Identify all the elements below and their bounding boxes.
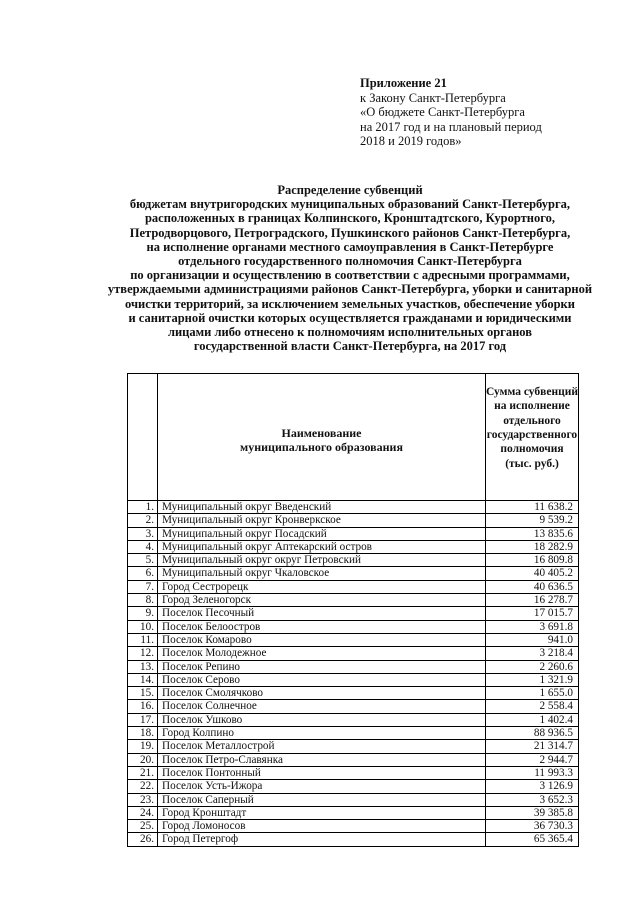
appendix-block (360, 76, 542, 149)
row-number: 12. (128, 647, 158, 660)
header-name-line: муниципального образования (240, 440, 403, 454)
subsidy-amount: 17 015.7 (486, 607, 579, 620)
subsidy-amount: 3 691.8 (486, 620, 579, 633)
table-row (128, 780, 579, 793)
municipality-name: Поселок Репино (158, 660, 486, 673)
row-number: 9. (128, 607, 158, 620)
subsidy-amount: 16 809.8 (486, 554, 579, 567)
municipality-name: Город Зеленогорск (158, 594, 486, 607)
table-row (128, 766, 579, 779)
subsidy-amount: 13 835.6 (486, 527, 579, 540)
subsidy-amount: 2 944.7 (486, 753, 579, 766)
subsidy-amount: 1 402.4 (486, 713, 579, 726)
table-row (128, 687, 579, 700)
header-amount-line: полномочия (500, 443, 564, 456)
table-row (128, 700, 579, 713)
municipality-name: Город Колпино (158, 727, 486, 740)
table-row (128, 740, 579, 753)
header-amount-line: государственного (486, 429, 578, 441)
table-row (128, 633, 579, 646)
row-number: 20. (128, 753, 158, 766)
header-amount-line: Сумма субвенций (486, 385, 578, 398)
row-number: 19. (128, 740, 158, 753)
table-row (128, 793, 579, 806)
row-number: 4. (128, 540, 158, 553)
municipality-name: Поселок Молодежное (158, 647, 486, 660)
appendix-line: на 2017 год и на плановый период (360, 119, 542, 134)
appendix-line: «О бюджете Санкт-Петербурга (360, 105, 525, 120)
municipality-name: Муниципальный округ Аптекарский остров (158, 540, 486, 553)
heading-line: по организации и осуществлению в соответствии с адресными программами, (130, 268, 570, 283)
municipality-name: Муниципальный округ Посадский (158, 527, 486, 540)
subsidy-amount: 36 730.3 (486, 820, 579, 833)
row-number: 18. (128, 727, 158, 740)
municipality-name: Город Сестрорецк (158, 580, 486, 593)
header-number-cell (128, 374, 158, 501)
municipality-name: Поселок Саперный (158, 793, 486, 806)
municipality-name: Поселок Комарово (158, 633, 486, 646)
table-row (128, 527, 579, 540)
header-amount-line: (тыс. руб.) (505, 457, 559, 470)
table-row (128, 647, 579, 660)
row-number: 8. (128, 594, 158, 607)
municipality-name: Город Петергоф (158, 833, 486, 846)
row-number: 2. (128, 514, 158, 527)
table-row (128, 580, 579, 593)
subsidy-amount: 21 314.7 (486, 740, 579, 753)
row-number: 24. (128, 806, 158, 819)
row-number: 7. (128, 580, 158, 593)
row-number: 26. (128, 833, 158, 846)
heading-line: на исполнение органами местного самоуправления в Санкт-Петербурге (146, 239, 554, 254)
subsidy-amount: 2 260.6 (486, 660, 579, 673)
table-row (128, 501, 579, 514)
heading-line: бюджетам внутригородских муниципальных образований Санкт-Петербурга, (129, 197, 571, 212)
municipality-name: Поселок Песочный (158, 607, 486, 620)
subsidy-amount: 39 385.8 (486, 806, 579, 819)
municipality-name: Поселок Белоостров (158, 620, 486, 633)
table-row (128, 514, 579, 527)
subsidy-table (127, 373, 579, 847)
header-amount-line: отдельного (503, 414, 561, 427)
appendix-title: Приложение 21 (360, 76, 447, 90)
subsidy-amount: 3 218.4 (486, 647, 579, 660)
heading-line: лицами либо отнесено к полномочиям исполнительных органов (167, 325, 533, 340)
document-title: Распределение субвенций (277, 183, 423, 197)
subsidy-amount: 1 321.9 (486, 673, 579, 686)
subsidy-amount: 88 936.5 (486, 727, 579, 740)
municipality-name: Муниципальный округ Чкаловское (158, 567, 486, 580)
row-number: 5. (128, 554, 158, 567)
municipality-name: Поселок Усть-Ижора (158, 780, 486, 793)
table-row (128, 806, 579, 819)
row-number: 11. (128, 633, 158, 646)
municipality-name: Город Ломоносов (158, 820, 486, 833)
row-number: 22. (128, 780, 158, 793)
table-row (128, 567, 579, 580)
heading-line: государственной власти Санкт-Петербурга, на 2017 год (193, 339, 507, 354)
table-row (128, 833, 579, 846)
heading-line: отдельного государственного полномочия Санкт-Петербурга (178, 254, 522, 269)
municipality-name: Муниципальный округ Введенский (158, 501, 486, 514)
row-number: 23. (128, 793, 158, 806)
header-amount-line: на исполнение (494, 400, 570, 413)
heading-line: очистки территорий, за исключением земельных участков, обеспечение уборки (125, 296, 575, 311)
subsidy-amount: 1 655.0 (486, 687, 579, 700)
row-number: 13. (128, 660, 158, 673)
municipality-name: Муниципальный округ округ Петровский (158, 554, 486, 567)
subsidy-amount: 11 638.2 (486, 501, 579, 514)
table-header-row (128, 374, 579, 501)
subsidy-amount: 3 652.3 (486, 793, 579, 806)
municipality-name: Город Кронштадт (158, 806, 486, 819)
subsidy-amount: 3 126.9 (486, 780, 579, 793)
municipality-name: Поселок Смолячково (158, 687, 486, 700)
subsidy-amount: 40 636.5 (486, 580, 579, 593)
row-number: 16. (128, 700, 158, 713)
table-row (128, 673, 579, 686)
header-name-cell (158, 374, 486, 501)
row-number: 15. (128, 687, 158, 700)
subsidy-amount: 941.0 (486, 633, 579, 646)
subsidy-amount: 2 558.4 (486, 700, 579, 713)
appendix-line: к Закону Санкт-Петербурга (360, 90, 506, 105)
row-number: 14. (128, 673, 158, 686)
row-number: 10. (128, 620, 158, 633)
heading-line: утверждаемыми администрациями районов Санкт-Петербурга, уборки и санитарной (107, 282, 593, 297)
document-heading (60, 183, 640, 353)
row-number: 17. (128, 713, 158, 726)
row-number: 6. (128, 567, 158, 580)
municipality-name: Поселок Металлострой (158, 740, 486, 753)
table-row (128, 713, 579, 726)
municipality-name: Муниципальный округ Кронверкское (158, 514, 486, 527)
row-number: 3. (128, 527, 158, 540)
municipality-name: Поселок Понтонный (158, 766, 486, 779)
heading-line: Петродворцового, Петроградского, Пушкинского районов Санкт-Петербурга, (129, 225, 571, 240)
heading-line: расположенных в границах Колпинского, Кронштадтского, Курортного, (144, 211, 555, 226)
table-row (128, 660, 579, 673)
table-row (128, 727, 579, 740)
subsidy-amount: 9 539.2 (486, 514, 579, 527)
table-row (128, 620, 579, 633)
header-name-line: Наименование (281, 426, 362, 440)
table-body (128, 501, 579, 847)
municipality-name: Поселок Серово (158, 673, 486, 686)
municipality-name: Поселок Петро-Славянка (158, 753, 486, 766)
table-row (128, 554, 579, 567)
table-row (128, 753, 579, 766)
table-row (128, 607, 579, 620)
subsidy-amount: 16 278.7 (486, 594, 579, 607)
table-row (128, 820, 579, 833)
municipality-name: Поселок Солнечное (158, 700, 486, 713)
heading-line: и санитарной очистки которых осуществляется гражданами и юридическими (128, 310, 572, 325)
table-row (128, 594, 579, 607)
table-row (128, 540, 579, 553)
subsidy-amount: 40 405.2 (486, 567, 579, 580)
appendix-line: 2018 и 2019 годов» (360, 134, 462, 149)
row-number: 21. (128, 766, 158, 779)
header-amount-cell (486, 374, 579, 501)
row-number: 1. (128, 501, 158, 514)
municipality-name: Поселок Ушково (158, 713, 486, 726)
subsidy-amount: 18 282.9 (486, 540, 579, 553)
subsidy-amount: 65 365.4 (486, 833, 579, 846)
subsidy-amount: 11 993.3 (486, 766, 579, 779)
row-number: 25. (128, 820, 158, 833)
